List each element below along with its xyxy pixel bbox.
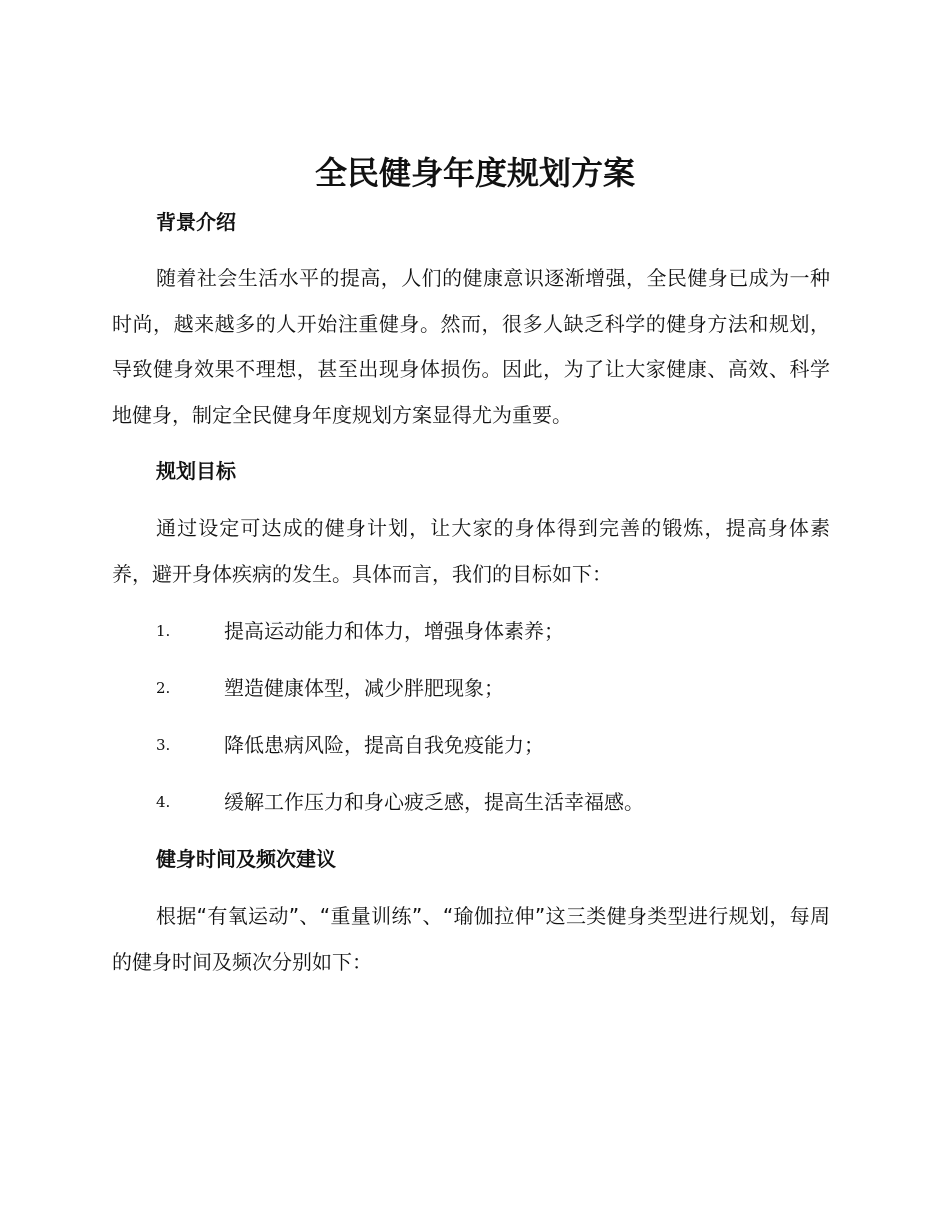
list-item	[0, 730, 950, 760]
list-item-number: 2.	[156, 679, 171, 697]
section-heading-schedule: 健身时间及频次建议	[156, 847, 336, 871]
list-item-text: 塑造健康体型，减少胖肥现象；	[224, 676, 504, 700]
list-item	[0, 616, 950, 646]
list-item-text: 提高运动能力和体力，增强身体素养；	[224, 619, 564, 643]
list-item-number: 3.	[156, 736, 171, 754]
list-item-number: 4.	[156, 793, 171, 811]
paragraph-goals: 通过设定可达成的健身计划，让大家的身体得到完善的锻炼，提高身体素养，避开身体疾病的发生。具体而言，我们的目标如下：	[112, 516, 830, 586]
list-item	[0, 673, 950, 703]
document-title: 全民健身年度规划方案	[314, 154, 635, 192]
paragraph-schedule: 根据“有氧运动”、“重量训练”、“瑜伽拉伸”这三类健身类型进行规划，每周的健身时间及频次分别如下：	[112, 904, 830, 974]
list-item	[0, 787, 950, 817]
section-heading-goals: 规划目标	[156, 459, 236, 483]
section-heading-background: 背景介绍	[156, 210, 236, 234]
list-item-text: 缓解工作压力和身心疲乏感，提高生活幸福感。	[224, 790, 644, 814]
list-item-number: 1.	[156, 622, 171, 640]
list-item-text: 降低患病风险，提高自我免疫能力；	[224, 733, 544, 757]
paragraph-background: 随着社会生活水平的提高，人们的健康意识逐渐增强，全民健身已成为一种时尚，越来越多的人开始注重健身。然而，很多人缺乏科学的健身方法和规划，导致健身效果不理想，甚至出现身体损伤。因此，为了让大家健康、高效、科学地健身，制定全民健身年度规划方案显得尤为重要。	[112, 266, 830, 428]
